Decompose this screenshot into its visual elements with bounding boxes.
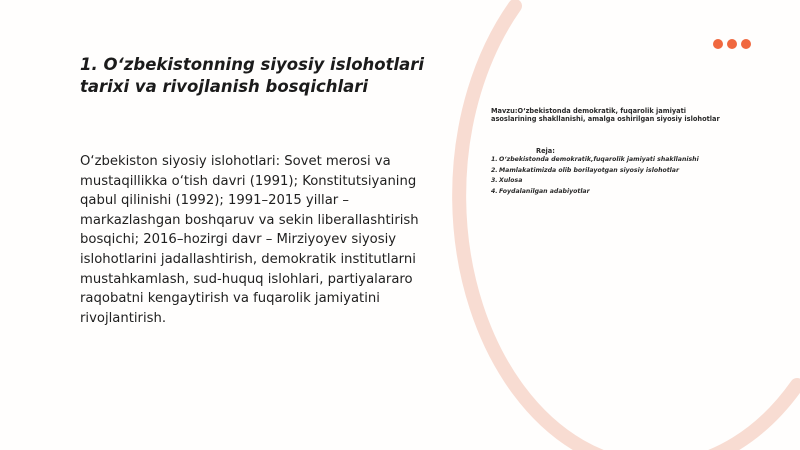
list-item-number: 4.: [491, 187, 498, 195]
dot-icon: [727, 39, 737, 49]
list-item-number: 3.: [491, 177, 498, 185]
dot-icon: [741, 39, 751, 49]
three-dots-icon: [713, 39, 751, 49]
list-item-text: Xulosa: [499, 177, 523, 185]
list-item: [491, 156, 721, 163]
thumbnail-topic: Mavzu:O‘zbekistonda demokratik, fuqarolik jamiyati asoslarining shakllanishi, amalga oshirilgan siyosiy islohotlar: [491, 107, 720, 124]
dot-icon: [713, 39, 723, 49]
embedded-plan-thumbnail: [491, 107, 721, 198]
list-item-text: Foydalanilgan adabiyotlar: [499, 187, 590, 195]
list-item-text: Mamlakatimizda olib borilayotgan siyosiy islohotlar: [499, 166, 680, 174]
list-item-number: 2.: [491, 166, 498, 174]
slide-body-text: O‘zbekiston siyosiy islohotlari: Sovet merosi va mustaqillikka o‘tish davri (1991); Konstitutsiyaning qabul qilinishi (1992); 1991–2015 yillar – markazlashgan boshqaruv va sekin liberallashtirish bosqichi; 2016–hozirgi davr – Mirziyoyev siyosiy islohotlarini jadallashtirish, demokratik institutlarni mustahkamlash, sud-huquq islohlari, partiyalararo raqobatni kengaytirish va fuqarolik jamiyatini rivojlantirish.: [80, 154, 419, 326]
list-item-text: O‘zbekistonda demokratik,fuqarolik jamiyati shakllanishi: [499, 156, 699, 164]
list-item: [491, 167, 721, 174]
list-item: [491, 188, 721, 195]
list-item-number: 1.: [491, 156, 498, 164]
slide-title: 1. O‘zbekistonning siyosiy islohotlari tarixi va rivojlanish bosqichlari: [80, 55, 425, 96]
thumbnail-plan-list: [491, 156, 721, 195]
list-item: [491, 177, 721, 184]
thumbnail-plan-heading: Reja:: [536, 147, 555, 156]
